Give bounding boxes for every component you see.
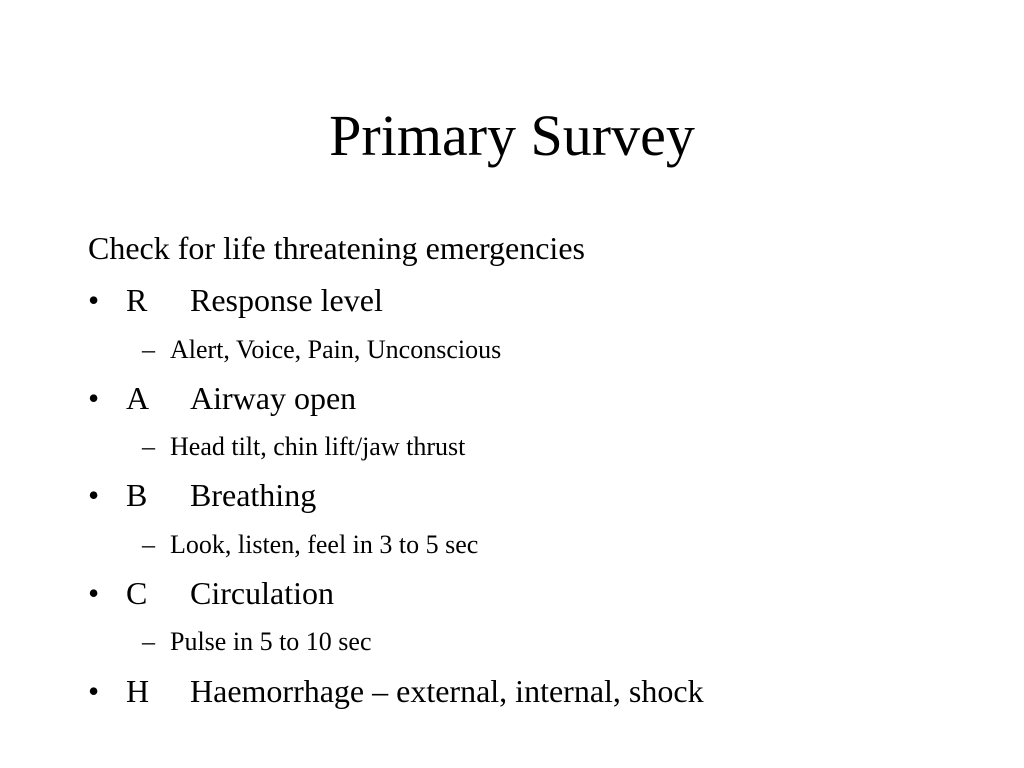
sub-text: Look, listen, feel in 3 to 5 sec: [170, 530, 479, 559]
sub-item-a: [142, 430, 465, 464]
intro-text: Check for life threatening emergencies: [88, 230, 585, 266]
dash-icon: –: [142, 627, 155, 656]
bullet-item-r: [88, 280, 383, 320]
bullet-item-h: [88, 671, 704, 711]
bullet-icon: •: [88, 477, 100, 513]
bullet-item-a: [88, 378, 356, 418]
bullet-icon: •: [88, 673, 100, 709]
sub-text: Head tilt, chin lift/jaw thrust: [170, 432, 466, 461]
bullet-icon: •: [88, 282, 100, 318]
sub-item-c: [142, 625, 372, 659]
bullet-text: Circulation: [190, 575, 334, 611]
bullet-text: Response level: [190, 282, 383, 318]
sub-item-b: [142, 528, 478, 562]
dash-icon: –: [142, 335, 155, 364]
sub-text: Pulse in 5 to 10 sec: [170, 627, 372, 656]
sub-item-r: [142, 333, 501, 367]
slide-title: Primary Survey: [329, 103, 695, 168]
sub-text: Alert, Voice, Pain, Unconscious: [170, 335, 502, 364]
bullet-letter: B: [126, 477, 148, 513]
bullet-icon: •: [88, 380, 100, 416]
dash-icon: –: [142, 432, 155, 461]
bullet-text: Haemorrhage – external, internal, shock: [190, 673, 704, 709]
bullet-letter: A: [126, 380, 150, 416]
bullet-item-b: [88, 475, 316, 515]
dash-icon: –: [142, 530, 155, 559]
bullet-text: Airway open: [190, 380, 357, 416]
bullet-item-c: [88, 573, 334, 613]
bullet-icon: •: [88, 575, 100, 611]
bullet-letter: H: [126, 673, 150, 709]
bullet-text: Breathing: [190, 477, 317, 513]
bullet-letter: C: [126, 575, 148, 611]
bullet-letter: R: [126, 282, 148, 318]
